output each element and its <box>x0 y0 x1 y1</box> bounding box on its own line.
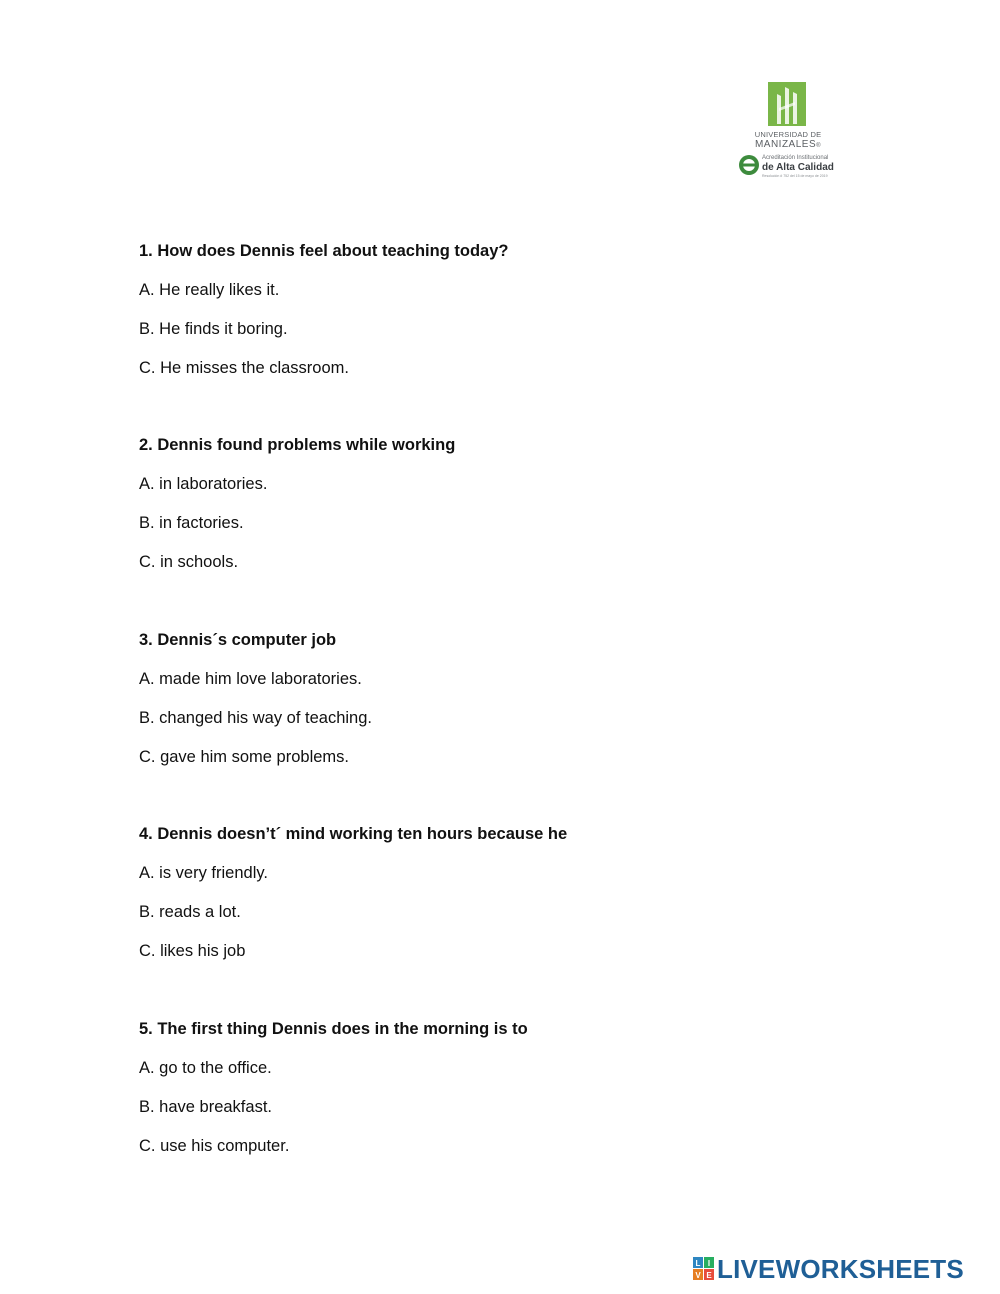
svg-text:V: V <box>695 1271 701 1280</box>
question-1 <box>139 240 508 396</box>
question-1-option-b[interactable]: B. He finds it boring. <box>139 320 288 338</box>
question-3-option-b[interactable]: B. changed his way of teaching. <box>139 709 372 727</box>
logo-name-line2: MANIZALES® <box>754 139 822 150</box>
liveworksheets-brand[interactable] <box>693 1254 993 1284</box>
question-3 <box>139 629 372 785</box>
question-5-option-c[interactable]: C. use his computer. <box>139 1137 290 1155</box>
question-1-option-a[interactable]: A. He really likes it. <box>139 281 280 299</box>
question-1-option-c[interactable]: C. He misses the classroom. <box>139 359 349 377</box>
question-4-option-c[interactable]: C. likes his job <box>139 942 246 960</box>
svg-text:E: E <box>706 1271 712 1280</box>
accreditation-big-text: de Alta Calidad <box>762 162 834 173</box>
question-3-prompt: 3. Dennis´s computer job <box>139 631 337 649</box>
question-4-option-a[interactable]: A. is very friendly. <box>139 864 268 882</box>
liveworksheets-badge-icon <box>693 1257 715 1281</box>
question-5 <box>139 1018 528 1174</box>
question-2-option-c[interactable]: C. in schools. <box>139 553 239 571</box>
question-2 <box>139 434 455 590</box>
question-5-option-a[interactable]: A. go to the office. <box>139 1059 272 1077</box>
accreditation-resolution-text: Resolución # 752 del 15 de mayo de 2019 <box>762 174 828 178</box>
svg-text:I: I <box>707 1259 711 1268</box>
svg-text:L: L <box>695 1259 701 1268</box>
logo-mark-icon <box>768 82 806 126</box>
question-2-option-b[interactable]: B. in factories. <box>139 514 244 532</box>
question-1-prompt: 1. How does Dennis feel about teaching today? <box>139 242 509 260</box>
accreditation-small-text: Acreditación Institucional <box>762 155 829 161</box>
question-4-prompt: 4. Dennis doesn’t´ mind working ten hours because he <box>139 825 568 843</box>
question-2-option-a[interactable]: A. in laboratories. <box>139 475 268 493</box>
question-3-option-a[interactable]: A. made him love laboratories. <box>139 670 362 688</box>
accreditation-seal-icon <box>738 154 760 176</box>
question-4 <box>139 823 567 979</box>
question-4-option-b[interactable]: B. reads a lot. <box>139 903 241 921</box>
question-2-prompt: 2. Dennis found problems while working <box>139 436 456 454</box>
university-logo <box>738 82 842 180</box>
liveworksheets-text: LIVEWORKSHEETS <box>717 1254 964 1284</box>
question-5-prompt: 5. The first thing Dennis does in the morning is to <box>139 1020 528 1038</box>
logo-name-line1: UNIVERSIDAD DE <box>754 130 822 139</box>
question-3-option-c[interactable]: C. gave him some problems. <box>139 748 349 766</box>
question-5-option-b[interactable]: B. have breakfast. <box>139 1098 272 1116</box>
